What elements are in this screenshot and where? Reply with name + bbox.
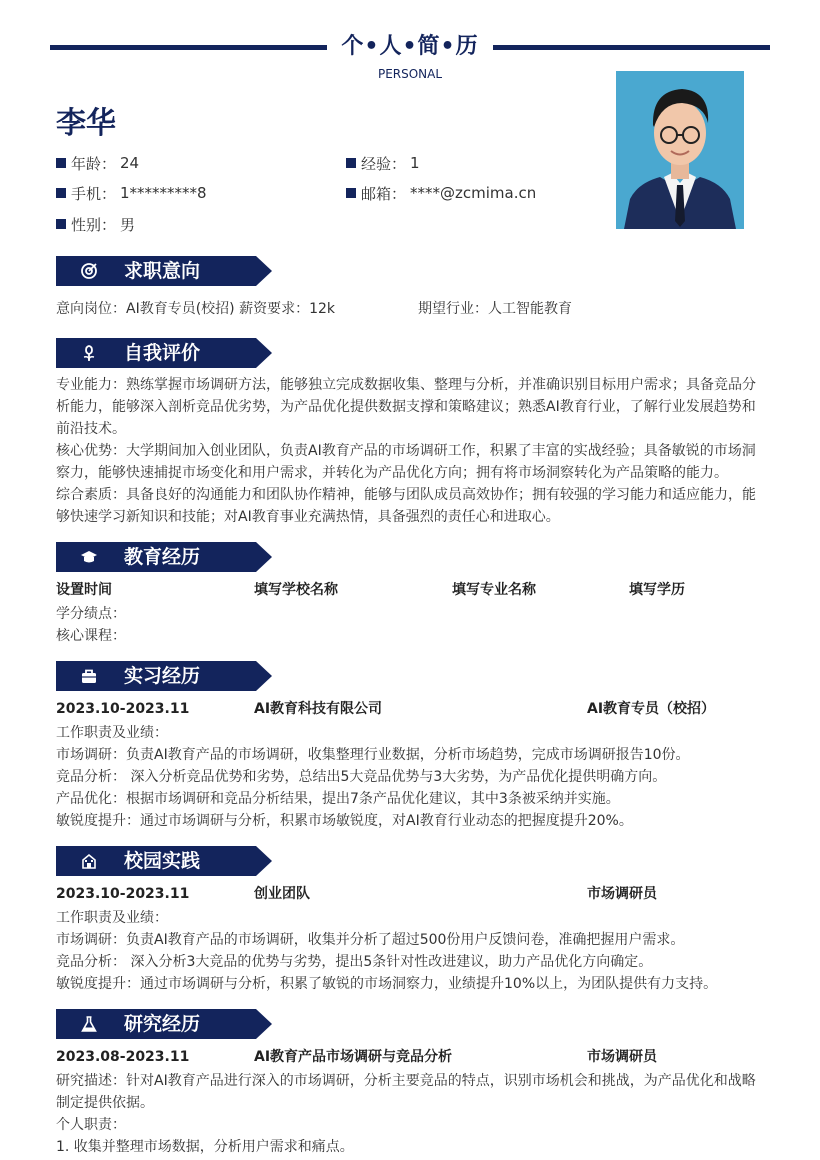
edu-courses: 核心课程： (56, 628, 126, 644)
section-header-job (56, 256, 272, 286)
campus-line: 市场调研：负责AI教育产品的市场调研，收集并分析了超过500份用户反馈问卷，准确把握用户需求。 (56, 932, 685, 948)
intern-role: AI教育专员（校招） (587, 701, 716, 717)
bullet-square-icon (346, 188, 356, 198)
person-name: 李华 (56, 106, 116, 141)
bullet-square-icon (346, 158, 356, 168)
campus-line: 敏锐度提升：通过市场调研与分析，积累了敏锐的市场洞察力，业绩提升10%以上，为团队提供有力支持。 (56, 976, 718, 992)
campus-details (56, 907, 768, 995)
research-project: AI教育产品市场调研与竞品分析 (254, 1049, 453, 1065)
target-icon (80, 262, 98, 280)
section-title-self: 自我评价 (124, 342, 201, 364)
resume-subtitle: PERSONAL (377, 67, 443, 81)
job-intention-row (56, 298, 768, 320)
info-phone: 手机： 1*********8 (56, 183, 207, 203)
job-industry: 期望行业：人工智能教育 (418, 301, 572, 317)
campus-line: 工作职责及业绩： (56, 910, 168, 926)
flower-icon (80, 344, 98, 362)
graduation-cap-icon (80, 548, 98, 566)
bullet-square-icon (56, 219, 66, 229)
info-age: 年龄： 24 (56, 153, 139, 173)
section-header-education (56, 542, 272, 572)
research-duty-label: 个人职责： (56, 1117, 126, 1133)
self-eval-core: 核心优势：大学期间加入创业团队，负责AI教育产品的市场调研工作，积累了丰富的实战经验；具备敏锐的市场洞察力，能够快速捕捉市场变化和用户需求，并转化为产品优化方向；拥有将市场洞察转化为产品策略的能力。 (56, 443, 756, 481)
intern-line: 产品优化：根据市场调研和竞品分析结果，提出7条产品优化建议，其中3条被采纳并实施。 (56, 791, 620, 807)
info-experience: 经验： 1 (346, 153, 420, 173)
research-description: 研究描述：针对AI教育产品进行深入的市场调研，分析主要竞品的特点，识别市场机会和挑战，为产品优化和战略制定提供依据。 (56, 1073, 756, 1111)
education-row (56, 579, 768, 601)
profile-photo (616, 71, 744, 229)
resume-title: 个•人•简•历 (327, 30, 492, 64)
info-email: 邮箱： ****@zcmima.cn (346, 183, 536, 203)
phone-value: 1*********8 (120, 184, 207, 202)
section-title-campus: 校园实践 (124, 850, 201, 872)
section-header-research (56, 1009, 272, 1039)
internship-row (56, 698, 768, 720)
edu-gpa: 学分绩点： (56, 606, 126, 622)
gender-value: 男 (120, 215, 136, 234)
edu-degree: 填写学历 (629, 582, 685, 598)
internship-details (56, 722, 768, 832)
intern-line: 敏锐度提升：通过市场调研与分析，积累市场敏锐度，对AI教育行业动态的把握度提升20%。 (56, 813, 633, 829)
section-title-internship: 实习经历 (124, 665, 201, 687)
research-time: 2023.08-2023.11 (56, 1049, 190, 1065)
campus-org: 创业团队 (254, 886, 310, 902)
section-title-education: 教育经历 (124, 546, 201, 568)
research-role: 市场调研员 (587, 1049, 657, 1065)
self-eval-overall: 综合素质：具备良好的沟通能力和团队协作精神，能够与团队成员高效协作；拥有较强的学习能力和适应能力，能够快速学习新知识和技能；对AI教育事业充满热情，具备强烈的责任心和进取心。 (56, 487, 756, 525)
section-header-internship (56, 661, 272, 691)
campus-role: 市场调研员 (587, 886, 657, 902)
experience-value: 1 (410, 154, 420, 172)
campus-line: 竞品分析： 深入分析3大竞品的优势与劣势，提出5条针对性改进建议，助力产品优化方向确定。 (56, 954, 653, 970)
briefcase-icon (80, 667, 98, 685)
research-duty-item: 1. 收集并整理市场数据，分析用户需求和痛点。 (56, 1139, 354, 1155)
section-header-self (56, 338, 272, 368)
intern-line: 市场调研：负责AI教育产品的市场调研，收集整理行业数据，分析市场趋势，完成市场调研报告10份。 (56, 747, 690, 763)
bullet-square-icon (56, 158, 66, 168)
intern-company: AI教育科技有限公司 (254, 701, 383, 717)
edu-time: 设置时间 (56, 582, 112, 598)
age-value: 24 (120, 154, 140, 172)
self-eval-professional: 专业能力：熟练掌握市场调研方法，能够独立完成数据收集、整理与分析，并准确识别目标用户需求；具备竞品分析能力，能够深入剖析竞品优劣势，为产品优化提供数据支撑和策略建议；熟悉AI教育行业，了解行业发展趋势和前沿技术。 (56, 377, 756, 437)
section-header-campus (56, 846, 272, 876)
campus-row (56, 883, 768, 905)
info-gender: 性别： 男 (56, 214, 135, 234)
section-title-job: 求职意向 (124, 260, 201, 282)
education-details (56, 603, 768, 647)
edu-school: 填写学校名称 (254, 582, 338, 598)
bullet-square-icon (56, 188, 66, 198)
job-position: 意向岗位：AI教育专员(校招) 薪资要求：12k (56, 301, 336, 317)
email-value: ****@zcmima.cn (410, 184, 537, 202)
edu-major: 填写专业名称 (452, 582, 536, 598)
campus-time: 2023.10-2023.11 (56, 886, 190, 902)
research-details (56, 1070, 768, 1158)
intern-time: 2023.10-2023.11 (56, 701, 190, 717)
section-title-research: 研究经历 (124, 1013, 201, 1035)
building-icon (80, 852, 98, 870)
self-evaluation (56, 374, 768, 528)
intern-line: 竞品分析： 深入分析竞品优势和劣势，总结出5大竞品优势与3大劣势，为产品优化提供明确方向。 (56, 769, 667, 785)
intern-line: 工作职责及业绩： (56, 725, 168, 741)
research-row (56, 1046, 768, 1068)
flask-icon (80, 1015, 98, 1033)
